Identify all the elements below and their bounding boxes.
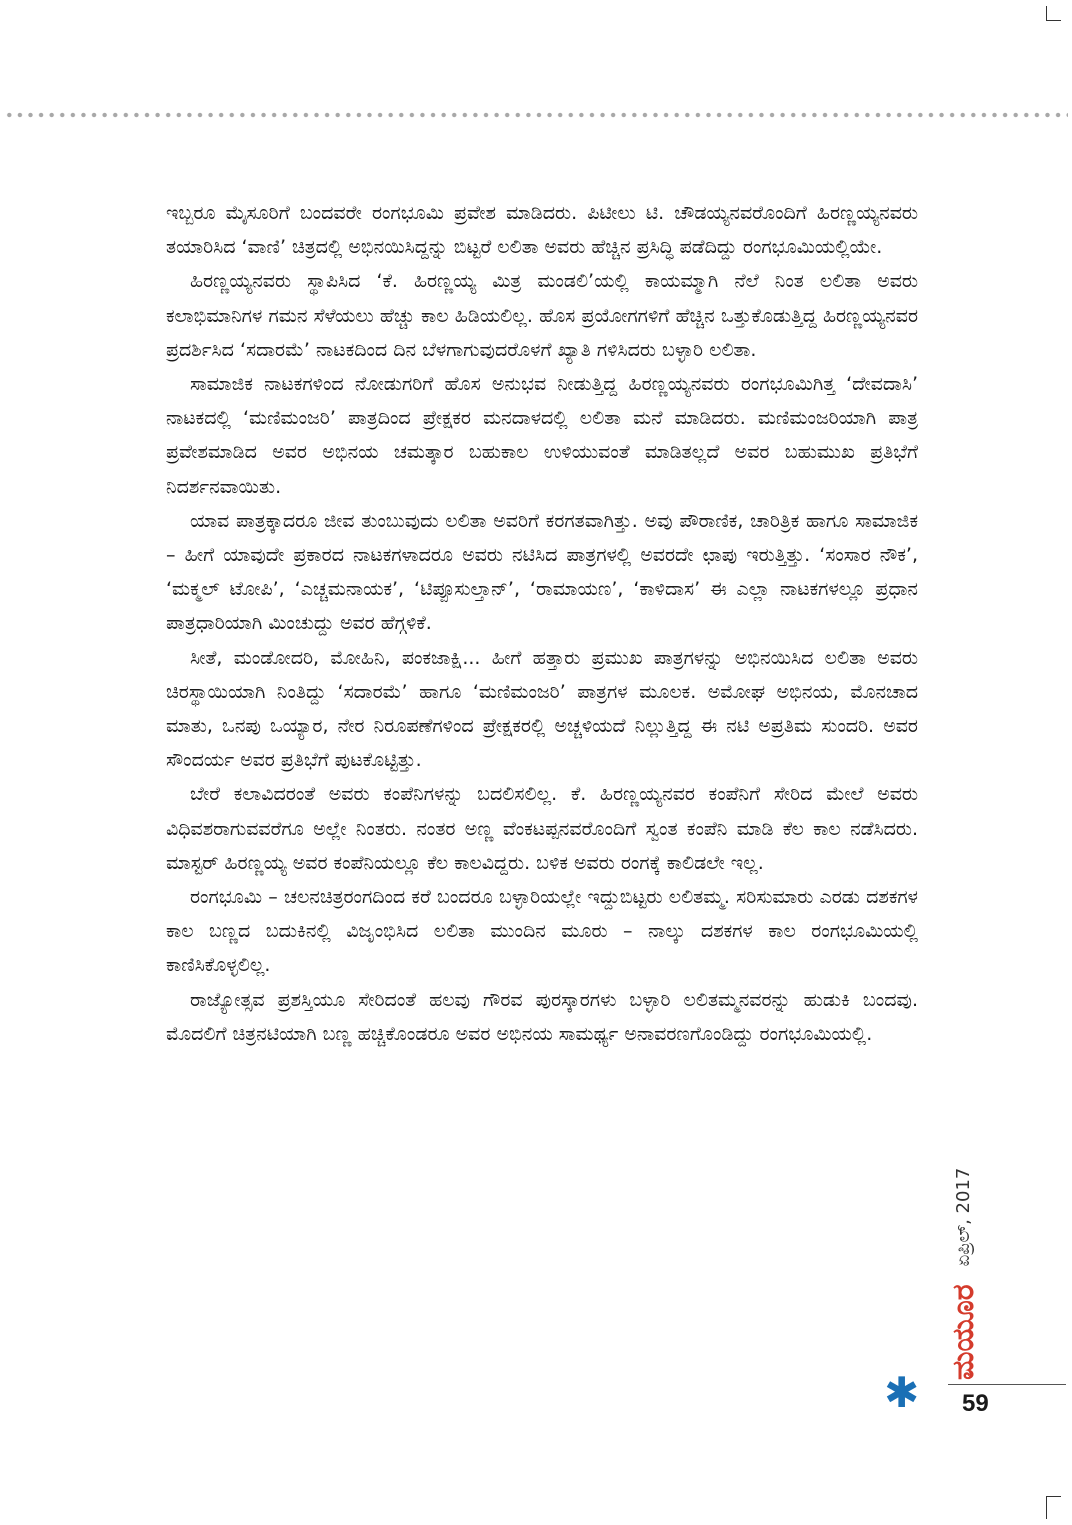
- article-paragraph: ರಾಜ್ಯೋತ್ಸವ ಪ್ರಶಸ್ತಿಯೂ ಸೇರಿದಂತೆ ಹಲವು ಗೌರವ ಪುರಸ್ಕಾರಗಳು ಬಳ್ಳಾರಿ ಲಲಿತಮ್ಮನವರನ್ನು ಹುಡುಕಿ ಬಂದವು. ಮೊದಲಿಗೆ ಚಿತ್ರನಟಿಯಾಗಿ ಬಣ್ಣ ಹಚ್ಚಿಕೊಂಡರೂ ಅವರ ಅಭಿನಯ ಸಾಮರ್ಥ್ಯ ಅನಾವರಣಗೊಂಡಿದ್ದು ರಂಗಭೂಮಿಯಲ್ಲಿ.: [166, 988, 918, 1045]
- end-of-article-asterisk-icon: ✱: [884, 1368, 920, 1417]
- article-paragraph: ಯಾವ ಪಾತ್ರಕ್ಕಾದರೂ ಜೀವ ತುಂಬುವುದು ಲಲಿತಾ ಅವರಿಗೆ ಕರಗತವಾಗಿತ್ತು. ಅವು ಪೌರಾಣಿಕ, ಚಾರಿತ್ರಿಕ ಹಾಗೂ ಸಾಮಾಜಿಕ – ಹೀಗೆ ಯಾವುದೇ ಪ್ರಕಾರದ ನಾಟಕಗಳಾದರೂ ಅವರು ನಟಿಸಿದ ಪಾತ್ರಗಳಲ್ಲಿ ಅವರದೇ ಛಾಪು ಇರುತ್ತಿತ್ತು. ‘ಸಂಸಾರ ನೌಕ’, ‘ಮಕ್ಮಲ್ ಟೋಪಿ’, ‘ಎಚ್ಚಮನಾಯಕ’, ‘ಟಿಪ್ಪೂಸುಲ್ತಾನ್’, ‘ರಾಮಾಯಣ’, ‘ಕಾಳಿದಾಸ’ ಈ ಎಲ್ಲಾ ನಾಟಕಗಳಲ್ಲೂ ಪ್ರಧಾನ ಪಾತ್ರಧಾರಿಯಾಗಿ ಮಿಂಚುದ್ದು ಅವರ ಹೆಗ್ಗಳಿಕೆ.: [166, 509, 918, 635]
- article-paragraph: ರಂಗಭೂಮಿ – ಚಲನಚಿತ್ರರಂಗದಿಂದ ಕರೆ ಬಂದರೂ ಬಳ್ಳಾರಿಯಲ್ಲೇ ಇದ್ದುಬಿಟ್ಟರು ಲಲಿತಮ್ಮ. ಸರಿಸುಮಾರು ಎರಡು ದಶಕಗಳ ಕಾಲ ಬಣ್ಣದ ಬದುಕಿನಲ್ಲಿ ವಿಜೃಂಭಿಸಿದ ಲಲಿತಾ ಮುಂದಿನ ಮೂರು – ನಾಲ್ಕು ದಶಕಗಳ ಕಾಲ ರಂಗಭೂಮಿಯಲ್ಲಿ ಕಾಣಿಸಿಕೊಳ್ಳಲಿಲ್ಲ.: [166, 886, 918, 977]
- magazine-name: ಮಯೂರ: [946, 1284, 981, 1380]
- page-number-rule: [948, 1384, 1066, 1385]
- article-paragraph: ಹಿರಣ್ಣಯ್ಯನವರು ಸ್ಥಾಪಿಸಿದ ‘ಕೆ. ಹಿರಣ್ಣಯ್ಯ ಮಿತ್ರ ಮಂಡಲಿ’ಯಲ್ಲಿ ಕಾಯಮ್ಮಾಗಿ ನೆಲೆ ನಿಂತ ಲಲಿತಾ ಅವರು ಕಲಾಭಿಮಾನಿಗಳ ಗಮನ ಸೆಳೆಯಲು ಹೆಚ್ಚು ಕಾಲ ಹಿಡಿಯಲಿಲ್ಲ. ಹೊಸ ಪ್ರಯೋಗಗಳಿಗೆ ಹೆಚ್ಚಿನ ಒತ್ತುಕೊಡುತ್ತಿದ್ದ ಹಿರಣ್ಣಯ್ಯನವರ ಪ್ರದರ್ಶಿಸಿದ ‘ಸದಾರಮೆ’ ನಾಟಕದಿಂದ ದಿನ ಬೆಳಗಾಗುವುದರೊಳಗೆ ಖ್ಯಾತಿ ಗಳಿಸಿದರು ಬಳ್ಳಾರಿ ಲಲಿತಾ.: [166, 270, 918, 361]
- dotted-header-rule: [4, 112, 1068, 118]
- magazine-sidebar: [946, 1110, 1006, 1380]
- article-paragraph: ಇಬ್ಬರೂ ಮೈಸೂರಿಗೆ ಬಂದವರೇ ರಂಗಭೂಮಿ ಪ್ರವೇಶ ಮಾಡಿದರು. ಪಿಟೀಲು ಟಿ. ಚೌಡಯ್ಯನವರೊಂದಿಗೆ ಹಿರಣ್ಣಯ್ಯನವರು ತಯಾರಿಸಿದ ‘ವಾಣಿ’ ಚಿತ್ರದಲ್ಲಿ ಅಭಿನಯಿಸಿದ್ದನ್ನು ಬಿಟ್ಟರೆ ಲಲಿತಾ ಅವರು ಹೆಚ್ಚಿನ ಪ್ರಸಿದ್ಧಿ ಪಡೆದಿದ್ದು ರಂಗಭೂಮಿಯಲ್ಲಿಯೇ.: [166, 202, 918, 259]
- article-paragraph: ಸೀತೆ, ಮಂಡೋದರಿ, ಮೋಹಿನಿ, ಪಂಕಜಾಕ್ಷಿ... ಹೀಗೆ ಹತ್ತಾರು ಪ್ರಮುಖ ಪಾತ್ರಗಳನ್ನು ಅಭಿನಯಿಸಿದ ಲಲಿತಾ ಅವರು ಚಿರಸ್ಥಾಯಿಯಾಗಿ ನಿಂತಿದ್ದು ‘ಸದಾರಮೆ’ ಹಾಗೂ ‘ಮಣಿಮಂಜರಿ’ ಪಾತ್ರಗಳ ಮೂಲಕ. ಅಮೋಘ ಅಭಿನಯ, ಮೊನಚಾದ ಮಾತು, ಒನಪು ಒಯ್ಯಾರ, ನೇರ ನಿರೂಪಣೆಗಳಿಂದ ಪ್ರೇಕ್ಷಕರಲ್ಲಿ ಅಚ್ಚಳಿಯದೆ ನಿಲ್ಲುತ್ತಿದ್ದ ಈ ನಟಿ ಅಪ್ರತಿಮ ಸುಂದರಿ. ಅವರ ಸೌಂದರ್ಯ ಅವರ ಪ್ರತಿಭೆಗೆ ಪುಟಕೊಟ್ಟಿತ್ತು.: [166, 646, 918, 772]
- article-paragraph: ಬೇರೆ ಕಲಾವಿದರಂತೆ ಅವರು ಕಂಪೆನಿಗಳನ್ನು ಬದಲಿಸಲಿಲ್ಲ. ಕೆ. ಹಿರಣ್ಣಯ್ಯನವರ ಕಂಪೆನಿಗೆ ಸೇರಿದ ಮೇಲೆ ಅವರು ವಿಧಿವಶರಾಗುವವರೆಗೂ ಅಲ್ಲೇ ನಿಂತರು. ನಂತರ ಅಣ್ಣ ವೆಂಕಟಪ್ಪನವರೊಂದಿಗೆ ಸ್ವಂತ ಕಂಪೆನಿ ಮಾಡಿ ಕೆಲ ಕಾಲ ನಡೆಸಿದರು. ಮಾಸ್ಟರ್ ಹಿರಣ್ಣಯ್ಯ ಅವರ ಕಂಪೆನಿಯಲ್ಲೂ ಕೆಲ ಕಾಲವಿದ್ದರು. ಬಳಿಕ ಅವರು ರಂಗಕ್ಕೆ ಕಾಲಿಡಲೇ ಇಲ್ಲ.: [166, 783, 918, 874]
- page-number: 59: [962, 1390, 989, 1417]
- article-paragraph: ಸಾಮಾಜಿಕ ನಾಟಕಗಳಿಂದ ನೋಡುಗರಿಗೆ ಹೊಸ ಅನುಭವ ನೀಡುತ್ತಿದ್ದ ಹಿರಣ್ಣಯ್ಯನವರು ರಂಗಭೂಮಿಗಿತ್ತ ‘ದೇವದಾಸಿ’ ನಾಟಕದಲ್ಲಿ ‘ಮಣಿಮಂಜರಿ’ ಪಾತ್ರದಿಂದ ಪ್ರೇಕ್ಷಕರ ಮನದಾಳದಲ್ಲಿ ಲಲಿತಾ ಮನೆ ಮಾಡಿದರು. ಮಣಿಮಂಜರಿಯಾಗಿ ಪಾತ್ರ ಪ್ರವೇಶಮಾಡಿದ ಅವರ ಅಭಿನಯ ಚಮತ್ಕಾರ ಬಹುಕಾಲ ಉಳಿಯುವಂತೆ ಮಾಡಿತಲ್ಲದೆ ಅವರ ಬಹುಮುಖ ಪ್ರತಿಭೆಗೆ ನಿದರ್ಶನವಾಯಿತು.: [166, 373, 918, 498]
- crop-mark-top: [1046, 6, 1061, 21]
- crop-mark-bottom: [1046, 1496, 1061, 1519]
- article-body: [166, 196, 918, 1051]
- issue-date: ಏಪ್ರಿಲ್, 2017: [953, 1167, 974, 1267]
